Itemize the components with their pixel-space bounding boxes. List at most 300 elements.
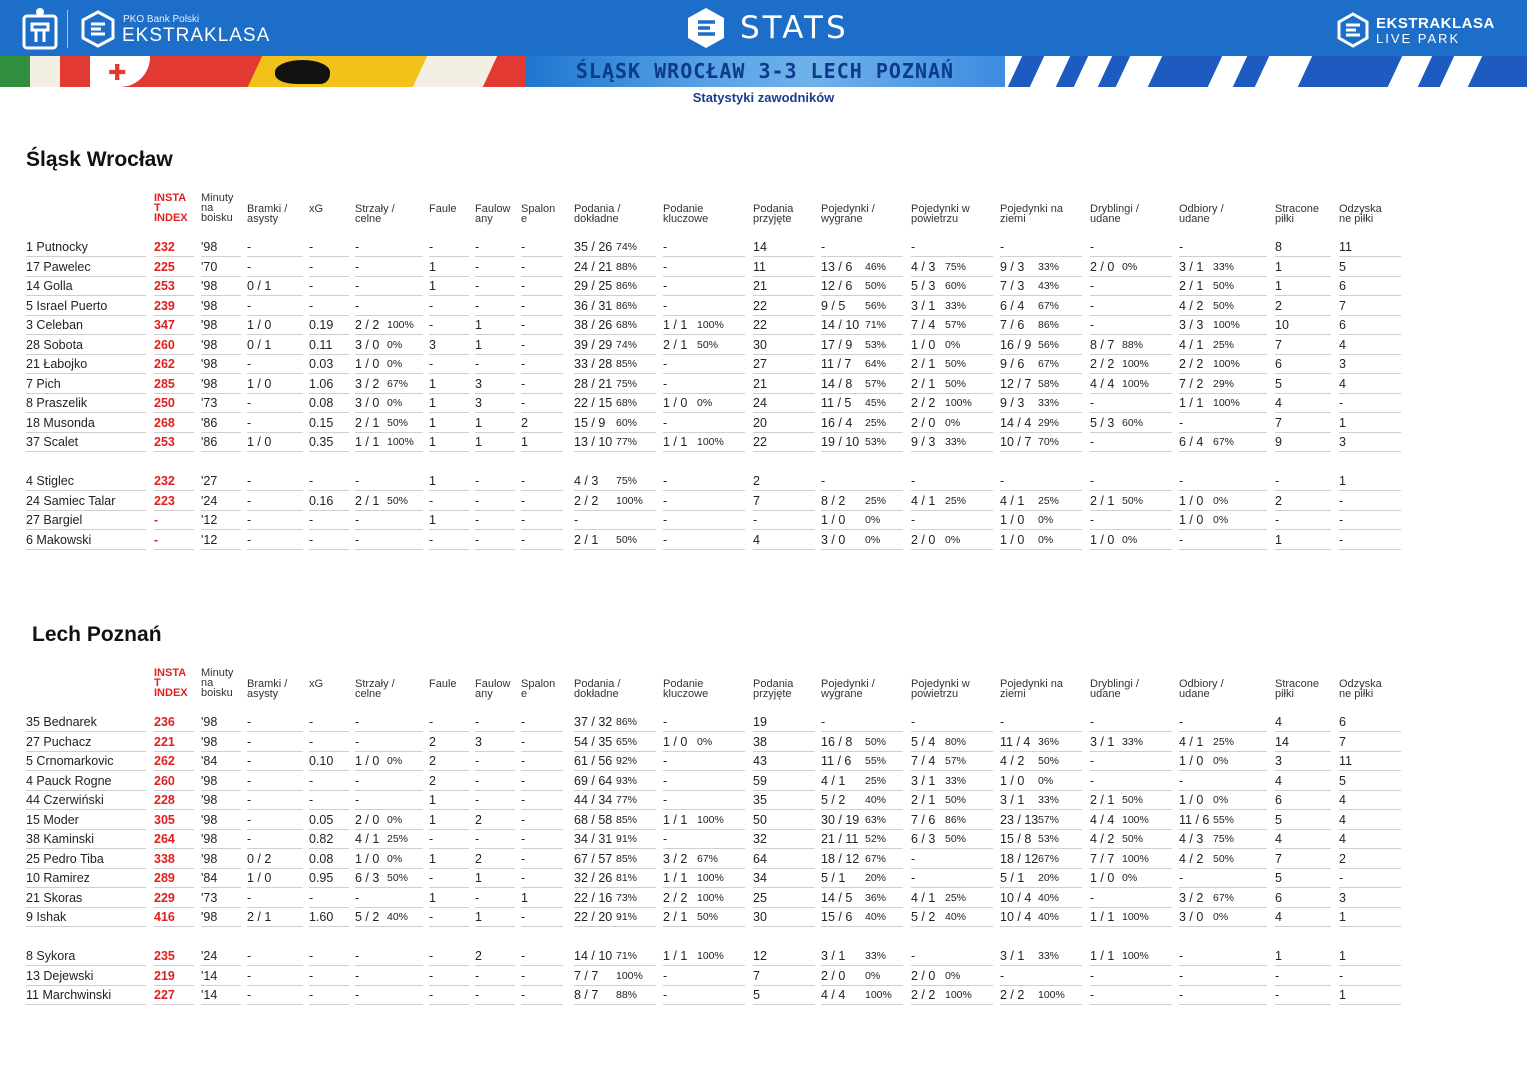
cell-duels: 4 / 1 25% xyxy=(821,772,903,791)
cell-goals: 0 / 1 xyxy=(247,277,303,296)
cell-lost: 14 xyxy=(1275,733,1331,752)
cell-fouls: 1 xyxy=(429,433,469,452)
cell-shots: 2 / 1 50% xyxy=(355,414,423,433)
cell-aerial: - xyxy=(911,472,993,491)
cell-tackles: 2 / 1 50% xyxy=(1179,277,1267,296)
cell-duels: 17 / 9 53% xyxy=(821,336,903,355)
cell-goals: - xyxy=(247,472,303,491)
cell-name: 11 Marchwinski xyxy=(26,986,146,1005)
cell-xg: 0.82 xyxy=(309,830,349,849)
cell-fouled: - xyxy=(475,986,515,1005)
cell-tackles: 11 / 6 55% xyxy=(1179,811,1267,830)
cell-minutes: '98 xyxy=(201,336,241,355)
cell-lost: 4 xyxy=(1275,394,1331,413)
cell-shots: 3 / 2 67% xyxy=(355,375,423,394)
cell-aerial: 9 / 3 33% xyxy=(911,433,993,452)
cell-received: 24 xyxy=(753,394,815,413)
column-header-fouls: Faule xyxy=(429,678,457,690)
cell-lost: 1 xyxy=(1275,277,1331,296)
cell-offside: - xyxy=(521,511,563,530)
cell-ground: 15 / 8 53% xyxy=(1000,830,1082,849)
cell-fouls: - xyxy=(429,947,469,966)
cell-aerial: - xyxy=(911,869,993,888)
cell-fouled: - xyxy=(475,830,515,849)
cell-aerial: 5 / 2 40% xyxy=(911,908,993,927)
cell-key_passes: - xyxy=(663,258,745,277)
cell-passes: 7 / 7 100% xyxy=(574,967,656,986)
cell-passes: 33 / 28 85% xyxy=(574,355,656,374)
cell-passes: 37 / 32 86% xyxy=(574,713,656,732)
cell-ground: 3 / 1 33% xyxy=(1000,947,1082,966)
cell-key_passes: 3 / 2 67% xyxy=(663,850,745,869)
cell-goals: - xyxy=(247,986,303,1005)
cell-duels: 1 / 0 0% xyxy=(821,511,903,530)
cell-recovered: 1 xyxy=(1339,947,1401,966)
cell-key_passes: - xyxy=(663,713,745,732)
cell-name: 27 Puchacz xyxy=(26,733,146,752)
cell-duels: 14 / 8 57% xyxy=(821,375,903,394)
cell-tackles: 3 / 0 0% xyxy=(1179,908,1267,927)
column-header-xg: xG xyxy=(309,678,324,690)
cell-fouls: - xyxy=(429,355,469,374)
cell-dribbles: 4 / 2 50% xyxy=(1090,830,1172,849)
cell-name: 5 Crnomarkovic xyxy=(26,752,146,771)
cell-duels: 9 / 5 56% xyxy=(821,297,903,316)
cell-ground: 7 / 6 86% xyxy=(1000,316,1082,335)
cell-received: 25 xyxy=(753,889,815,908)
match-banner xyxy=(0,56,1527,87)
cell-duels: 11 / 7 64% xyxy=(821,355,903,374)
cell-received: 4 xyxy=(753,531,815,550)
cell-duels: 11 / 5 45% xyxy=(821,394,903,413)
cell-index: 347 xyxy=(154,316,194,335)
column-header-ground: Pojedynki na ziemi xyxy=(1000,203,1063,225)
cell-fouls: 2 xyxy=(429,772,469,791)
live-park-top: EKSTRAKLASA xyxy=(1376,15,1495,32)
player-row xyxy=(26,336,1406,356)
cell-recovered: 6 xyxy=(1339,713,1401,732)
cell-minutes: '98 xyxy=(201,713,241,732)
cell-fouled: - xyxy=(475,791,515,810)
cell-fouled: 1 xyxy=(475,869,515,888)
cell-passes: 38 / 26 68% xyxy=(574,316,656,335)
cell-fouls: 1 xyxy=(429,394,469,413)
cell-recovered: - xyxy=(1339,967,1401,986)
cell-aerial: 1 / 0 0% xyxy=(911,336,993,355)
cell-minutes: '98 xyxy=(201,277,241,296)
cell-key_passes: - xyxy=(663,752,745,771)
cell-recovered: 3 xyxy=(1339,889,1401,908)
cell-key_passes: 1 / 1 100% xyxy=(663,869,745,888)
column-header-passes: Podania / dokładne xyxy=(574,678,621,700)
cell-received: 30 xyxy=(753,908,815,927)
cell-name: 18 Musonda xyxy=(26,414,146,433)
cell-index: 285 xyxy=(154,375,194,394)
cell-ground: 7 / 3 43% xyxy=(1000,277,1082,296)
cell-index: 225 xyxy=(154,258,194,277)
column-header-received: Podania przyjęte xyxy=(753,203,794,225)
cell-fouled: 1 xyxy=(475,433,515,452)
cell-lost: 8 xyxy=(1275,238,1331,257)
cell-passes: 22 / 16 73% xyxy=(574,889,656,908)
column-header-minutes: Minuty na boisku xyxy=(201,667,234,699)
cell-minutes: '98 xyxy=(201,355,241,374)
cell-fouls: 2 xyxy=(429,733,469,752)
cell-lost: 2 xyxy=(1275,297,1331,316)
cell-duels: 14 / 5 36% xyxy=(821,889,903,908)
cell-minutes: '98 xyxy=(201,297,241,316)
cell-fouls: 1 xyxy=(429,375,469,394)
cell-offside: - xyxy=(521,297,563,316)
column-header-passes: Podania / dokładne xyxy=(574,203,621,225)
cell-goals: - xyxy=(247,492,303,511)
player-row xyxy=(26,869,1406,889)
cell-goals: - xyxy=(247,947,303,966)
cell-received: 34 xyxy=(753,869,815,888)
cell-lost: - xyxy=(1275,986,1331,1005)
cell-offside: - xyxy=(521,830,563,849)
cell-xg: 1.60 xyxy=(309,908,349,927)
ekstraklasa-logo-icon xyxy=(80,10,116,48)
cell-lost: 1 xyxy=(1275,531,1331,550)
substitute-row xyxy=(26,967,1406,987)
cell-index: 223 xyxy=(154,492,194,511)
cell-duels: - xyxy=(821,238,903,257)
cell-minutes: '98 xyxy=(201,850,241,869)
cell-shots: - xyxy=(355,733,423,752)
cell-index: - xyxy=(154,511,194,530)
cell-index: 235 xyxy=(154,947,194,966)
cell-name: 4 Pauck Rogne xyxy=(26,772,146,791)
cell-tackles: - xyxy=(1179,414,1267,433)
cell-received: 20 xyxy=(753,414,815,433)
cell-passes: 14 / 10 71% xyxy=(574,947,656,966)
cell-duels: 30 / 19 63% xyxy=(821,811,903,830)
cell-index: 221 xyxy=(154,733,194,752)
cell-offside: - xyxy=(521,967,563,986)
player-row xyxy=(26,297,1406,317)
cell-minutes: '86 xyxy=(201,414,241,433)
player-row xyxy=(26,752,1406,772)
cell-dribbles: 4 / 4 100% xyxy=(1090,811,1172,830)
cell-tackles: 6 / 4 67% xyxy=(1179,433,1267,452)
cell-fouled: - xyxy=(475,967,515,986)
cell-lost: 4 xyxy=(1275,772,1331,791)
cell-received: 7 xyxy=(753,492,815,511)
cell-recovered: 6 xyxy=(1339,277,1401,296)
cell-goals: - xyxy=(247,297,303,316)
column-header-fouled: Faulow any xyxy=(475,203,511,225)
stats-logo-icon xyxy=(685,6,727,50)
cell-recovered: 4 xyxy=(1339,375,1401,394)
cell-name: 5 Israel Puerto xyxy=(26,297,146,316)
cell-fouled: 1 xyxy=(475,414,515,433)
cell-fouls: 1 xyxy=(429,511,469,530)
cell-passes: 32 / 26 81% xyxy=(574,869,656,888)
cell-received: 59 xyxy=(753,772,815,791)
cell-lost: 2 xyxy=(1275,492,1331,511)
cell-name: 44 Czerwiński xyxy=(26,791,146,810)
cell-offside: - xyxy=(521,850,563,869)
cell-lost: 6 xyxy=(1275,791,1331,810)
live-park-logo-icon xyxy=(1336,12,1370,48)
away-banner-art xyxy=(1005,56,1527,87)
cell-fouls: - xyxy=(429,297,469,316)
cell-fouled: 1 xyxy=(475,908,515,927)
cell-key_passes: 1 / 1 100% xyxy=(663,316,745,335)
cell-passes: 22 / 20 91% xyxy=(574,908,656,927)
cell-fouls: - xyxy=(429,492,469,511)
match-title: ŚLĄSK WROCŁAW 3-3 LECH POZNAŃ xyxy=(575,59,955,83)
cell-xg: 1.06 xyxy=(309,375,349,394)
cell-name: 13 Dejewski xyxy=(26,967,146,986)
cell-dribbles: 1 / 1 100% xyxy=(1090,947,1172,966)
cell-key_passes: 2 / 1 50% xyxy=(663,908,745,927)
cell-tackles: - xyxy=(1179,947,1267,966)
cell-index: 262 xyxy=(154,752,194,771)
cell-received: 30 xyxy=(753,336,815,355)
cell-xg: 0.15 xyxy=(309,414,349,433)
column-header-minutes: Minuty na boisku xyxy=(201,192,234,224)
cell-dribbles: 1 / 0 0% xyxy=(1090,531,1172,550)
cell-recovered: 4 xyxy=(1339,811,1401,830)
cell-fouled: - xyxy=(475,752,515,771)
cell-offside: - xyxy=(521,394,563,413)
player-row xyxy=(26,238,1406,258)
cell-tackles: - xyxy=(1179,238,1267,257)
cell-shots: - xyxy=(355,713,423,732)
cell-xg: 0.11 xyxy=(309,336,349,355)
cell-passes: 2 / 2 100% xyxy=(574,492,656,511)
cell-tackles: - xyxy=(1179,986,1267,1005)
cell-name: 8 Sykora xyxy=(26,947,146,966)
cell-key_passes: 1 / 1 100% xyxy=(663,433,745,452)
cell-aerial: - xyxy=(911,713,993,732)
cell-shots: 3 / 0 0% xyxy=(355,394,423,413)
cell-fouls: 1 xyxy=(429,850,469,869)
cell-recovered: 2 xyxy=(1339,850,1401,869)
cell-received: 2 xyxy=(753,472,815,491)
cell-tackles: 4 / 1 25% xyxy=(1179,733,1267,752)
cell-shots: 5 / 2 40% xyxy=(355,908,423,927)
cell-received: 12 xyxy=(753,947,815,966)
cell-shots: 6 / 3 50% xyxy=(355,869,423,888)
cell-passes: 29 / 25 86% xyxy=(574,277,656,296)
cell-received: 21 xyxy=(753,277,815,296)
cell-offside: - xyxy=(521,336,563,355)
cell-fouls: 1 xyxy=(429,889,469,908)
player-row xyxy=(26,908,1406,928)
column-header-key_passes: Podanie kluczowe xyxy=(663,678,709,700)
column-header-tackles: Odbiory / udane xyxy=(1179,678,1224,700)
column-header-aerial: Pojedynki w powietrzu xyxy=(911,203,970,225)
cell-xg: 0.35 xyxy=(309,433,349,452)
cell-duels: 18 / 12 67% xyxy=(821,850,903,869)
cell-duels: - xyxy=(821,472,903,491)
cell-xg: - xyxy=(309,238,349,257)
substitute-row xyxy=(26,947,1406,967)
cell-tackles: 4 / 2 50% xyxy=(1179,850,1267,869)
cell-key_passes: 1 / 1 100% xyxy=(663,811,745,830)
cell-goals: - xyxy=(247,355,303,374)
cell-name: 21 Łabojko xyxy=(26,355,146,374)
cell-duels: 14 / 10 71% xyxy=(821,316,903,335)
cell-tackles: 1 / 0 0% xyxy=(1179,791,1267,810)
cell-xg: - xyxy=(309,713,349,732)
cell-key_passes: - xyxy=(663,375,745,394)
cell-fouled: - xyxy=(475,355,515,374)
cell-xg: 0.05 xyxy=(309,811,349,830)
cell-passes: 44 / 34 77% xyxy=(574,791,656,810)
column-header-goals: Bramki / asysty xyxy=(247,678,288,700)
cell-aerial: 4 / 1 25% xyxy=(911,889,993,908)
cell-lost: 4 xyxy=(1275,830,1331,849)
cell-passes: 34 / 31 91% xyxy=(574,830,656,849)
cell-index: 338 xyxy=(154,850,194,869)
cell-tackles: 1 / 0 0% xyxy=(1179,492,1267,511)
cell-tackles: 1 / 0 0% xyxy=(1179,752,1267,771)
team-name-away: Lech Poznań xyxy=(32,623,162,646)
cell-ground: 2 / 2 100% xyxy=(1000,986,1082,1005)
column-header-shots: Strzały / celne xyxy=(355,678,395,700)
cell-ground: 5 / 1 20% xyxy=(1000,869,1082,888)
cell-offside: - xyxy=(521,277,563,296)
cell-aerial: 5 / 4 80% xyxy=(911,733,993,752)
cell-shots: 2 / 0 0% xyxy=(355,811,423,830)
cell-key_passes: - xyxy=(663,414,745,433)
cell-ground: - xyxy=(1000,238,1082,257)
player-row xyxy=(26,433,1406,453)
cell-xg: - xyxy=(309,733,349,752)
column-header-dribbles: Dryblingi / udane xyxy=(1090,203,1139,225)
cell-aerial: 2 / 1 50% xyxy=(911,791,993,810)
cell-recovered: - xyxy=(1339,869,1401,888)
cell-fouled: 1 xyxy=(475,336,515,355)
cell-recovered: 11 xyxy=(1339,238,1401,257)
cell-dribbles: - xyxy=(1090,752,1172,771)
cell-duels: 5 / 1 20% xyxy=(821,869,903,888)
cell-index: 289 xyxy=(154,869,194,888)
bank-label: PKO Bank Polski xyxy=(123,14,200,25)
cell-lost: 3 xyxy=(1275,752,1331,771)
column-header-duels: Pojedynki / wygrane xyxy=(821,678,875,700)
cell-fouls: - xyxy=(429,986,469,1005)
cell-passes: 54 / 35 65% xyxy=(574,733,656,752)
cell-key_passes: - xyxy=(663,355,745,374)
player-row xyxy=(26,850,1406,870)
cell-name: 7 Pich xyxy=(26,375,146,394)
cell-duels: - xyxy=(821,713,903,732)
cell-aerial: 2 / 1 50% xyxy=(911,355,993,374)
cell-dribbles: - xyxy=(1090,316,1172,335)
cell-lost: 7 xyxy=(1275,336,1331,355)
cell-passes: 35 / 26 74% xyxy=(574,238,656,257)
cell-recovered: 4 xyxy=(1339,791,1401,810)
cell-fouled: - xyxy=(475,511,515,530)
cell-tackles: 3 / 3 100% xyxy=(1179,316,1267,335)
cell-duels: 5 / 2 40% xyxy=(821,791,903,810)
cell-index: 219 xyxy=(154,967,194,986)
cell-ground: - xyxy=(1000,967,1082,986)
cell-ground: - xyxy=(1000,713,1082,732)
cell-received: 43 xyxy=(753,752,815,771)
cell-ground: 9 / 6 67% xyxy=(1000,355,1082,374)
cell-tackles: 7 / 2 29% xyxy=(1179,375,1267,394)
cell-goals: - xyxy=(247,889,303,908)
cell-goals: - xyxy=(247,830,303,849)
cell-aerial: 4 / 1 25% xyxy=(911,492,993,511)
cell-fouled: 3 xyxy=(475,375,515,394)
cell-minutes: '12 xyxy=(201,511,241,530)
cell-shots: - xyxy=(355,531,423,550)
team-name-home: Śląsk Wrocław xyxy=(26,148,173,171)
cell-lost: 9 xyxy=(1275,433,1331,452)
cell-tackles: 1 / 1 100% xyxy=(1179,394,1267,413)
cell-xg: - xyxy=(309,791,349,810)
cell-tackles: 2 / 2 100% xyxy=(1179,355,1267,374)
cell-dribbles: 3 / 1 33% xyxy=(1090,733,1172,752)
cell-fouls: - xyxy=(429,830,469,849)
cell-shots: 3 / 0 0% xyxy=(355,336,423,355)
header-bar xyxy=(0,0,1527,56)
cell-fouled: - xyxy=(475,713,515,732)
cell-xg: - xyxy=(309,531,349,550)
cell-name: 17 Pawelec xyxy=(26,258,146,277)
cell-shots: - xyxy=(355,947,423,966)
cell-passes: 4 / 3 75% xyxy=(574,472,656,491)
player-row xyxy=(26,733,1406,753)
cell-dribbles: 5 / 3 60% xyxy=(1090,414,1172,433)
cell-passes: 13 / 10 77% xyxy=(574,433,656,452)
cell-ground: 1 / 0 0% xyxy=(1000,772,1082,791)
cell-duels: 13 / 6 46% xyxy=(821,258,903,277)
cell-ground: 14 / 4 29% xyxy=(1000,414,1082,433)
cell-key_passes: - xyxy=(663,967,745,986)
cell-tackles: - xyxy=(1179,531,1267,550)
cell-offside: - xyxy=(521,472,563,491)
cell-aerial: 2 / 0 0% xyxy=(911,531,993,550)
cell-fouls: - xyxy=(429,531,469,550)
player-row xyxy=(26,258,1406,278)
cell-minutes: '24 xyxy=(201,492,241,511)
cell-offside: - xyxy=(521,713,563,732)
cell-shots: - xyxy=(355,238,423,257)
cell-name: 3 Celeban xyxy=(26,316,146,335)
cell-index: 305 xyxy=(154,811,194,830)
cell-goals: - xyxy=(247,733,303,752)
cell-shots: 1 / 0 0% xyxy=(355,850,423,869)
cell-aerial: 7 / 6 86% xyxy=(911,811,993,830)
cell-fouled: 3 xyxy=(475,733,515,752)
cell-passes: 8 / 7 88% xyxy=(574,986,656,1005)
cell-aerial: 2 / 0 0% xyxy=(911,414,993,433)
cell-received: 11 xyxy=(753,258,815,277)
cell-offside: - xyxy=(521,791,563,810)
cell-shots: - xyxy=(355,511,423,530)
column-header-fouled: Faulow any xyxy=(475,678,511,700)
cell-key_passes: - xyxy=(663,986,745,1005)
cell-xg: 0.95 xyxy=(309,869,349,888)
cell-index: 228 xyxy=(154,791,194,810)
column-header-aerial: Pojedynki w powietrzu xyxy=(911,678,970,700)
column-header-recovered: Odzyska ne piłki xyxy=(1339,203,1382,225)
cell-offside: - xyxy=(521,811,563,830)
cell-xg: - xyxy=(309,986,349,1005)
cell-minutes: '73 xyxy=(201,394,241,413)
cell-name: 8 Praszelik xyxy=(26,394,146,413)
cell-name: 1 Putnocky xyxy=(26,238,146,257)
cell-fouled: 2 xyxy=(475,811,515,830)
